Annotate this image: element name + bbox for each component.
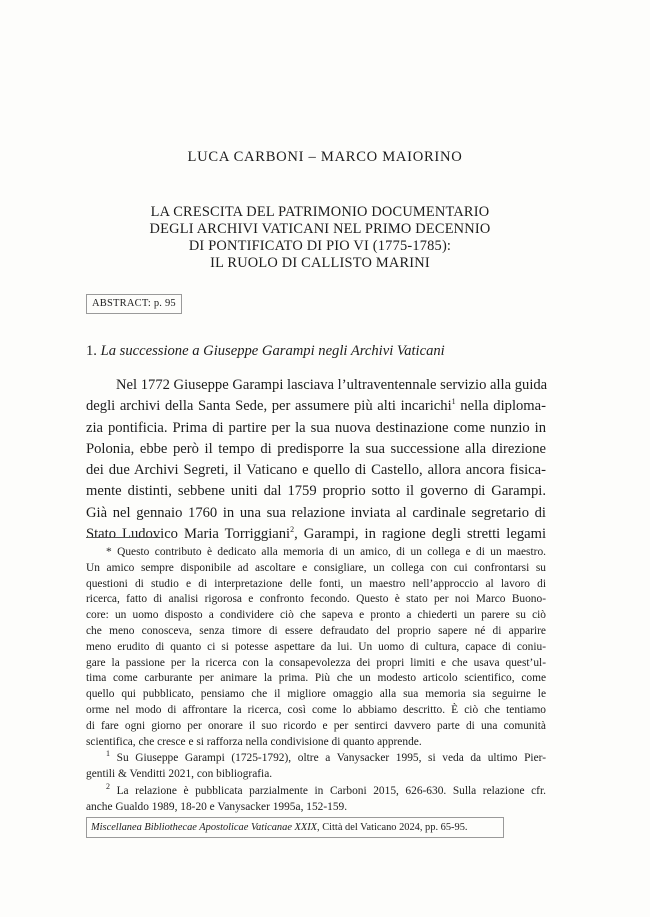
footnotes xyxy=(86,545,546,816)
body-line: Polonia, ebbe però il tempo di predisporre la sua successione alla direzione xyxy=(86,440,546,457)
footnote-line: che meno conosceva, senza timore di essere defraudato del proprio sapere né di apparire xyxy=(86,624,546,637)
title-line: DI PONTIFICATO DI PIO VI (1775-1785): xyxy=(188,238,452,254)
footnote-line: quello qui pubblicato, pensiamo che il migliore omaggio alla sua memoria sia seguirne le xyxy=(86,688,546,701)
body-line: degli archivi della Santa Sede, per assumere più alti incarichi$^1$ nella diploma- xyxy=(86,397,546,415)
title-line: LA CRESCITA DEL PATRIMONIO DOCUMENTARIO xyxy=(150,204,490,220)
footnote-ref-1[interactable]: 1 xyxy=(451,397,456,407)
footnote-line: gentili & Venditti 2021, con bibliografia. xyxy=(86,768,273,781)
footnote-line: ricerca, fatto di analisi rigorosa e confronto fecondo. Questo è stato per noi Marco Buono- xyxy=(86,593,546,606)
article-authors: LUCA CARBONI – MARCO MAIORINO xyxy=(187,149,463,165)
footnote-line: tima come carburante per animare la prima. Più che un modesto articolo scientifico, come xyxy=(86,672,546,685)
section-title: La successione a Giuseppe Garampi negli Archivi Vaticani xyxy=(100,343,445,359)
section-heading xyxy=(86,343,445,360)
citation-details: , Città del Vaticano 2024, pp. 65-95. xyxy=(317,822,468,833)
footnote-line: scientifica, che cresce e si rafforza nella condivisione di quanto apprende. xyxy=(86,735,422,748)
footnote-line: core: un uomo disposto a condividere ciò che sapeva e pronto a chiederti un parere su ciò xyxy=(86,609,546,622)
body-line: Stato Ludovico Maria Torriggiani$^2$, Garampi, in ragione degli stretti legami xyxy=(86,525,546,543)
footnote-line: questioni di studio e di interpretazione delle fonti, un maestro nell’approccio al lavoro di xyxy=(86,577,546,590)
body-text xyxy=(86,375,546,545)
title-line: DEGLI ARCHIVI VATICANI NEL PRIMO DECENNIO xyxy=(149,221,491,237)
footnote-2 xyxy=(86,784,546,816)
section-number: 1. xyxy=(86,343,97,359)
body-line: Nel 1772 Giuseppe Garampi lasciava l’ultraventennale servizio alla guida xyxy=(116,377,548,393)
footnote-line: orme nel modo di affrontare la ricerca, così come lo abbiamo descritto. È ciò che tentiamo xyxy=(86,703,546,716)
footnote-ref-2[interactable]: 2 xyxy=(290,525,295,535)
footnote-line: meno erudito di quanto ci si potesse aspettare da lui. Un uomo di cultura, capace di coniu- xyxy=(86,640,546,653)
footnote-line: gare la passione per la ricerca con la consapevolezza dei propri limiti e che usava quest’ul- xyxy=(86,656,546,669)
footnote-1 xyxy=(86,751,546,783)
body-line: zia pontificia. Prima di partire per la sua nuova destinazione come nunzio in xyxy=(86,419,546,436)
journal-citation xyxy=(86,817,504,838)
journal-name: Miscellanea Bibliothecae Apostolicae Vaticanae XXIX xyxy=(91,822,318,833)
article-title xyxy=(100,204,540,272)
footnote-number: 2 xyxy=(106,782,110,792)
footnote-line: Un amico sempre disponibile ad ascoltare e consigliare, un collega con cui confrontarsi su xyxy=(86,561,546,574)
footnote-line: di fare ogni giorno per onorare il suo ricordo e per sentirci davvero parte di una comunità xyxy=(86,719,546,732)
footnote-line: $^1$ Su Giuseppe Garampi (1725-1792), oltre a Vanysacker 1995, si veda da ultimo Pier- xyxy=(106,749,546,765)
footnote-line: anche Gualdo 1989, 18-20 e Vanysacker 1995a, 152-159. xyxy=(86,800,348,813)
abstract-reference[interactable]: ABSTRACT: p. 95 xyxy=(86,294,182,314)
title-line: IL RUOLO DI CALLISTO MARINI xyxy=(210,255,430,271)
footnote-number: 1 xyxy=(106,749,110,759)
footnote-line: $^2$ La relazione è pubblicata parzialmente in Carboni 2015, 626-630. Sulla relazione cfr. xyxy=(106,782,546,797)
body-line: mente distinti, sebbene uniti dal 1759 proprio sotto il governo di Garampi. xyxy=(86,483,546,500)
body-line: Già nel gennaio 1760 in una sua relazione inviata al cardinale segretario di xyxy=(86,504,546,521)
body-line: dei due Archivi Segreti, il Vaticano e quello di Castello, allora ancora fisica- xyxy=(86,462,546,479)
footnote-line: * Questo contributo è dedicato alla memoria di un amico, di un collega e di un maestro. xyxy=(106,546,546,558)
footnote-separator xyxy=(86,537,160,538)
